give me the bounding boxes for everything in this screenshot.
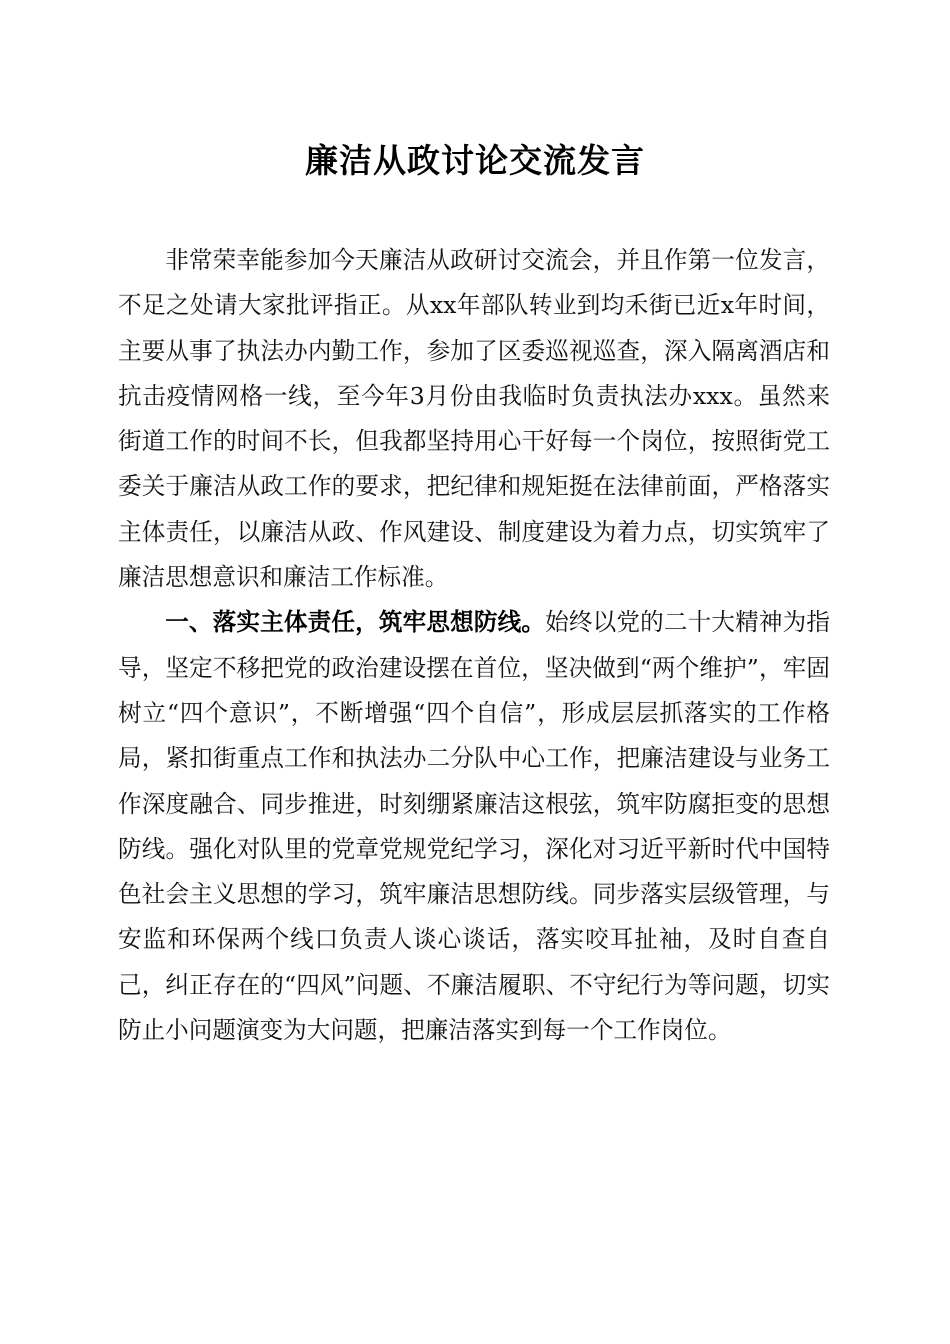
paragraph-intro xyxy=(118,238,830,600)
paragraph-section-1 xyxy=(118,600,830,1053)
paragraph-text: 始终以党的二十大精神为指导，坚定不移把党的政治建设摆在首位，坚决做到“两个维护”，牢固树立“四个意识”，不断增强“四个自信”，形成层层抓落实的工作格局，紧扣街重点工作和执法办二分队中心工作，把廉洁建设与业务工作深度融合、同步推进，时刻绷紧廉洁这根弦，筑牢防腐拒变的思想防线。强化对队里的党章党规党纪学习，深化对习近平新时代中国特色社会主义思想的学习，筑牢廉洁思想防线。同步落实层级管理，与安监和环保两个线口负责人谈心谈话，落实咬耳扯袖，及时自查自己，纠正存在的“四风”问题、不廉洁履职、不守纪行为等问题，切实防止小问题演变为大问题，把廉洁落实到每一个工作岗位。 xyxy=(118,608,831,1045)
document-title: 廉洁从政讨论交流发言 xyxy=(305,141,645,180)
document-body xyxy=(118,238,830,1053)
section-heading: 一、落实主体责任，筑牢思想防线。 xyxy=(165,608,546,637)
paragraph-text: 非常荣幸能参加今天廉洁从政研讨交流会，并且作第一位发言，不足之处请大家批评指正。从xx年部队转业到均禾街已近x年时间，主要从事了执法办内勤工作，参加了区委巡视巡查，深入隔离酒店和抗击疫情网格一线，至今年3月份由我临时负责执法办xxx。虽然来街道工作的时间不长，但我都坚持用心干好每一个岗位，按照街党工委关于廉洁从政工作的要求，把纪律和规矩挺在法律前面，严格落实主体责任，以廉洁从政、作风建设、制度建设为着力点，切实筑牢了廉洁思想意识和廉洁工作标准。 xyxy=(118,246,830,592)
